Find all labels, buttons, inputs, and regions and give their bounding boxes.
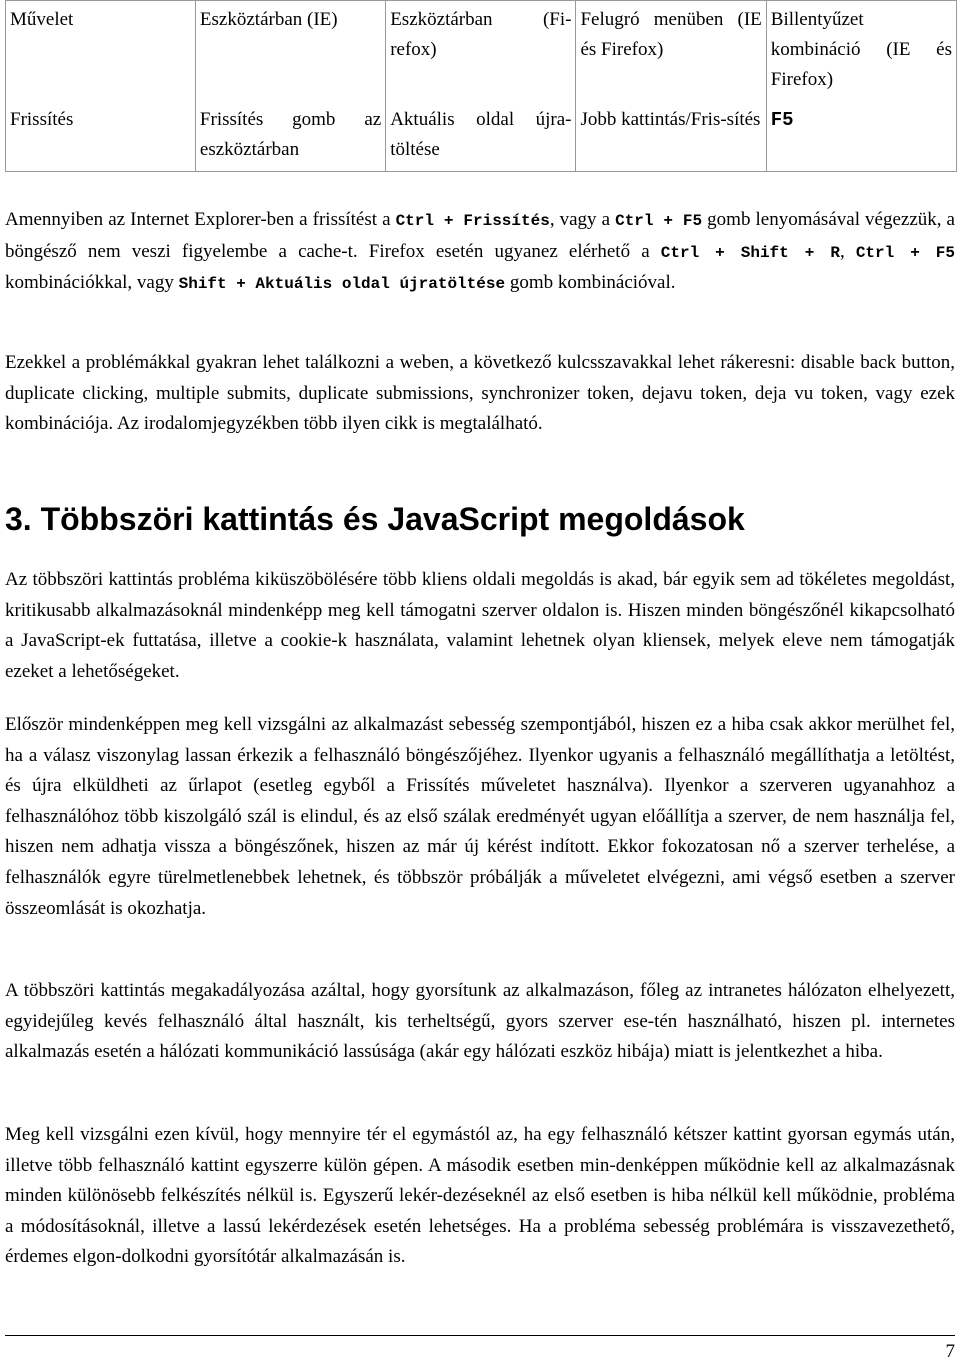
operations-table — [5, 0, 957, 172]
paragraph-speed: Először mindenképpen meg kell vizsgálni az alkalmazást sebesség szempontjából, hiszen ez a hiba csak akkor merülhet fel, ha a válasz viszonylag lassan érkezik a felhasználó böngészőjéhez. Ilyenkor ugyanis a felhasználó megállíthatja a letöltést, és újra elküldheti az űrlapot (esetleg egyből a Frissítés műveletet használva). Ilyenkor a szerveren ugyanahhoz a felhasználóhoz több kiszolgáló szál is elindul, és az első szálak eredményét ugyan előállítja a szerver, de nem használja fel, hiszen nem adhatja vissza a böngészőnek, hiszen az már új kérést indított. Ekkor fokozatosan nő a szerver terhelése, a felhasználók egyre türelmetlenebbek lehetnek, és többször próbálják a műveletet elvégezni, ami végső esetben a szerver összeomlását is okozhatja. — [5, 714, 955, 919]
table-row — [6, 105, 957, 172]
table-header-cell: Billentyűzet kombináció (IE és Firefox) — [766, 1, 956, 106]
paragraph-cache-shortcuts — [5, 205, 955, 300]
table-header-cell: Eszköztárban (IE) — [195, 1, 385, 106]
table-cell: Aktuális oldal újra-töltése — [386, 105, 576, 172]
text-run: , vagy a — [549, 209, 616, 230]
text-run: gomb kombinációval. — [505, 272, 676, 294]
text-run: Amennyiben az Internet Explorer-ben a frissítést a — [5, 209, 396, 230]
table-cell: F5 — [766, 105, 956, 172]
table-header-row — [6, 1, 957, 106]
paragraph-prevention: A többszöri kattintás megakadályozása azáltal, hogy gyorsítunk az alkalmazáson, főleg az intranetes hálózaton elhelyezett, egyidejűleg kevés felhasználó által használt, kis terheltségű, gyors szerver ese-tén használható, hiszen pl. internetes alkalmazás esetén a hálózati kommunikáció lassúsága (akár egy hálózati eszköz hibája) miatt is jelentkezhet a hiba. — [5, 980, 955, 1063]
text-run: , — [839, 240, 856, 262]
table-cell: Frissítés — [6, 105, 196, 172]
table-header-cell: Eszköztárban (Fi-refox) — [386, 1, 576, 106]
code-shortcut: Ctrl + Frissítés — [395, 212, 550, 230]
document-page — [5, 0, 956, 1268]
paragraph-concurrency: Meg kell vizsgálni ezen kívül, hogy mennyire tér el egymástól az, ha egy felhasználó kétszer kattint gyorsan egymás után, illetve több felhasználó kattint egyszerre külön gépen. A második esetben min-denképpen működnie kell az alkalmazásnak minden különösebb felkészítés nélkül is. Egyszerű lekér-dezéseknél az első esetben is hiba nélkül kell működnie, probléma a módosításoknál, illetve a lassú lekérdezések esetén lehetséges. Ha a probléma sebesség problémára is visszavezethető, érdemes elgon-dolkodni gyorsítótár alkalmazásán is. — [5, 1124, 955, 1268]
text-run: kombinációkkal, vagy — [5, 272, 179, 294]
table-header-cell: Művelet — [6, 1, 196, 106]
footer-divider — [5, 1335, 955, 1336]
paragraph-keywords: Ezekkel a problémákkal gyakran lehet találkozni a weben, a következő kulcsszavakkal lehet rákeresni: disable back button, duplicate clicking, multiple submits, duplicate submissions, synchronizer token, dejavu token, deja vu token, vagy ezek kombinációja. Az irodalomjegyzékben több ilyen cikk is megtalálható. — [5, 352, 955, 435]
table-cell: Frissítés gomb az eszköztárban — [195, 105, 385, 172]
section-heading: 3. Többszöri kattintás és JavaScript megoldások — [5, 501, 745, 537]
code-shortcut: Ctrl + F5 — [615, 212, 703, 230]
text-run: gomb lenyomásával végezzük, a böngésző nem veszi figyelembe a cache-t. Firefox esetén ugyanez elérhető a — [5, 209, 955, 262]
code-shortcut: Ctrl + F5 — [855, 243, 956, 262]
code-shortcut: Ctrl + Shift + R — [660, 243, 840, 262]
table-cell: Jobb kattintás/Fris-sítés — [576, 105, 766, 172]
paragraph-intro: Az többszöri kattintás probléma kiküszöbölésére több kliens oldali megoldás is akad, bár egyik sem ad tökéletes megoldást, kritikusabb alkalmazásoknál mindenképp meg kell támogatni szerver oldalon is. Hiszen minden böngészőnél kikapcsolható a JavaScript-ek futtatása, illetve a cookie-k használata, valamint lehetnek olyan kliensek, melyek eleve nem támogatják ezeket a lehetőségeket. — [5, 569, 955, 682]
page-number: 7 — [945, 1341, 955, 1362]
table-header-cell: Felugró menüben (IE és Firefox) — [576, 1, 766, 106]
code-shortcut: Shift + Aktuális oldal újratöltése — [178, 275, 506, 294]
